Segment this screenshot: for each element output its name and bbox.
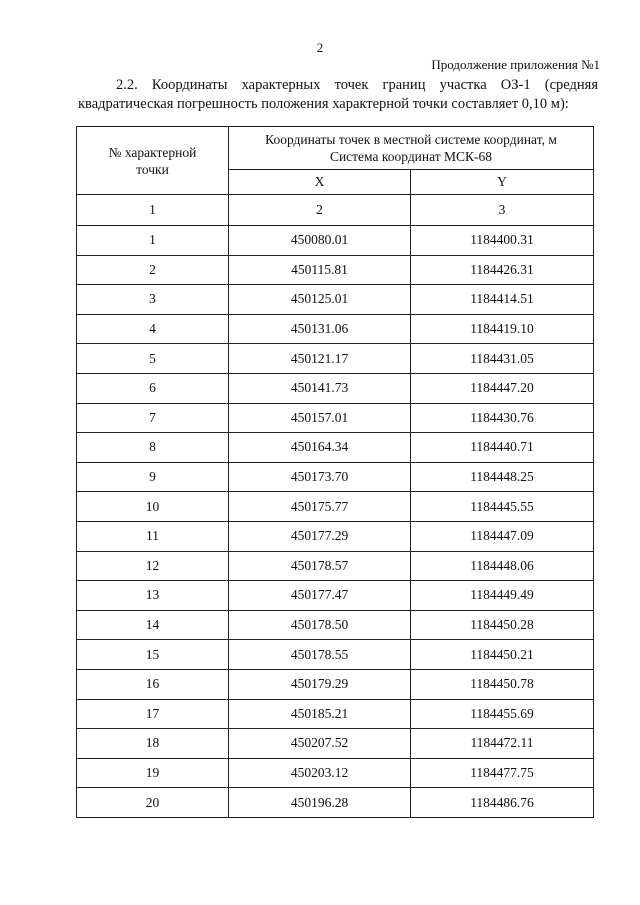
y-coordinate-cell: 1184472.11 xyxy=(411,729,594,759)
point-number-cell: 11 xyxy=(77,521,229,551)
y-coordinate-cell: 1184445.55 xyxy=(411,492,594,522)
x-coordinate-cell: 450178.50 xyxy=(229,610,411,640)
y-coordinate-cell: 1184450.21 xyxy=(411,640,594,670)
point-number-cell: 9 xyxy=(77,462,229,492)
point-number-cell: 7 xyxy=(77,403,229,433)
x-coordinate-cell: 450185.21 xyxy=(229,699,411,729)
y-coordinate-cell: 1184447.09 xyxy=(411,521,594,551)
x-coordinate-cell: 450125.01 xyxy=(229,285,411,315)
page-number: 2 xyxy=(316,40,324,55)
point-number-cell: 20 xyxy=(77,788,229,818)
header-x: X xyxy=(229,170,411,195)
coordinates-table-body xyxy=(77,226,594,818)
x-coordinate-cell: 450177.47 xyxy=(229,581,411,611)
header-coords-title xyxy=(229,127,594,170)
point-number-cell: 13 xyxy=(77,581,229,611)
y-coordinate-cell: 1184448.06 xyxy=(411,551,594,581)
point-number-cell: 17 xyxy=(77,699,229,729)
section-heading-line-2: квадратическая погрешность положения характерной точки составляет 0,10 м): xyxy=(78,96,569,112)
point-number-cell: 5 xyxy=(77,344,229,374)
x-coordinate-cell: 450196.28 xyxy=(229,788,411,818)
x-coordinate-cell: 450157.01 xyxy=(229,403,411,433)
point-number-cell: 19 xyxy=(77,758,229,788)
y-coordinate-cell: 1184431.05 xyxy=(411,344,594,374)
x-coordinate-cell: 450115.81 xyxy=(229,255,411,285)
header-coords-title-line-2: Система координат МСК-68 xyxy=(329,149,493,164)
x-coordinate-cell: 450178.57 xyxy=(229,551,411,581)
header-coords-title-line-1: Координаты точек в местной системе координат, м xyxy=(265,132,557,147)
table-row xyxy=(77,669,594,699)
table-row xyxy=(77,610,594,640)
appendix-note: Продолжение приложения №1 xyxy=(431,57,600,72)
table-row xyxy=(77,492,594,522)
y-coordinate-cell: 1184414.51 xyxy=(411,285,594,315)
y-coordinate-cell: 1184400.31 xyxy=(411,226,594,256)
table-row xyxy=(77,788,594,818)
x-coordinate-cell: 450164.34 xyxy=(229,433,411,463)
column-number-3: 3 xyxy=(411,195,594,226)
table-row xyxy=(77,699,594,729)
point-number-cell: 3 xyxy=(77,285,229,315)
y-coordinate-cell: 1184447.20 xyxy=(411,373,594,403)
table-row xyxy=(77,226,594,256)
y-coordinate-cell: 1184448.25 xyxy=(411,462,594,492)
table-row xyxy=(77,462,594,492)
coordinates-table xyxy=(76,126,594,818)
point-number-cell: 14 xyxy=(77,610,229,640)
point-number-cell: 2 xyxy=(77,255,229,285)
x-coordinate-cell: 450207.52 xyxy=(229,729,411,759)
table-row xyxy=(77,373,594,403)
point-number-cell: 1 xyxy=(77,226,229,256)
y-coordinate-cell: 1184455.69 xyxy=(411,699,594,729)
point-number-cell: 12 xyxy=(77,551,229,581)
x-coordinate-cell: 450175.77 xyxy=(229,492,411,522)
section-heading-line-1: 2.2. Координаты характерных точек границ участка ОЗ-1 (средняя xyxy=(116,77,598,93)
table-row xyxy=(77,255,594,285)
y-coordinate-cell: 1184426.31 xyxy=(411,255,594,285)
table-row xyxy=(77,729,594,759)
x-coordinate-cell: 450080.01 xyxy=(229,226,411,256)
point-number-cell: 4 xyxy=(77,314,229,344)
x-coordinate-cell: 450141.73 xyxy=(229,373,411,403)
table-row xyxy=(77,521,594,551)
table-row xyxy=(77,581,594,611)
x-coordinate-cell: 450121.17 xyxy=(229,344,411,374)
y-coordinate-cell: 1184450.28 xyxy=(411,610,594,640)
x-coordinate-cell: 450178.55 xyxy=(229,640,411,670)
table-row xyxy=(77,551,594,581)
y-coordinate-cell: 1184450.78 xyxy=(411,669,594,699)
point-number-cell: 6 xyxy=(77,373,229,403)
column-number-2: 2 xyxy=(229,195,411,226)
x-coordinate-cell: 450131.06 xyxy=(229,314,411,344)
y-coordinate-cell: 1184430.76 xyxy=(411,403,594,433)
y-coordinate-cell: 1184477.75 xyxy=(411,758,594,788)
table-row xyxy=(77,403,594,433)
y-coordinate-cell: 1184486.76 xyxy=(411,788,594,818)
x-coordinate-cell: 450179.29 xyxy=(229,669,411,699)
table-row xyxy=(77,314,594,344)
column-number-1: 1 xyxy=(77,195,229,226)
y-coordinate-cell: 1184449.49 xyxy=(411,581,594,611)
table-row xyxy=(77,285,594,315)
x-coordinate-cell: 450177.29 xyxy=(229,521,411,551)
point-number-cell: 8 xyxy=(77,433,229,463)
point-number-cell: 10 xyxy=(77,492,229,522)
x-coordinate-cell: 450203.12 xyxy=(229,758,411,788)
table-row xyxy=(77,433,594,463)
section-heading xyxy=(78,76,598,114)
point-number-cell: 16 xyxy=(77,669,229,699)
x-coordinate-cell: 450173.70 xyxy=(229,462,411,492)
header-point-number: № характерной точки xyxy=(77,127,229,195)
table-row xyxy=(77,640,594,670)
y-coordinate-cell: 1184440.71 xyxy=(411,433,594,463)
table-row xyxy=(77,758,594,788)
point-number-cell: 15 xyxy=(77,640,229,670)
header-y: Y xyxy=(411,170,594,195)
point-number-cell: 18 xyxy=(77,729,229,759)
table-row xyxy=(77,344,594,374)
y-coordinate-cell: 1184419.10 xyxy=(411,314,594,344)
